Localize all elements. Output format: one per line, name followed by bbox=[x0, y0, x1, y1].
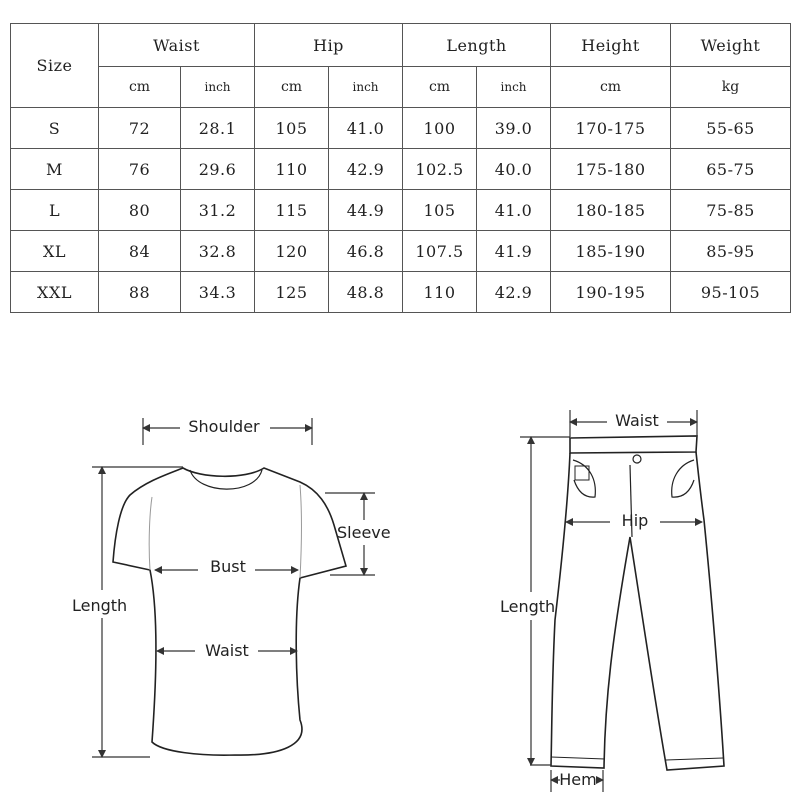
shirt-sleeve-label: Sleeve bbox=[337, 523, 391, 542]
table-cell: 95-105 bbox=[671, 272, 791, 313]
unit-cell: inch bbox=[477, 67, 551, 108]
pants-outline bbox=[551, 452, 724, 770]
unit-cell: cm bbox=[403, 67, 477, 108]
table-cell: 102.5 bbox=[403, 149, 477, 190]
table-cell: 29.6 bbox=[181, 149, 255, 190]
pants-waist-label: Waist bbox=[615, 411, 659, 430]
size-header: Size bbox=[11, 24, 99, 108]
unit-cell: inch bbox=[181, 67, 255, 108]
table-cell: 125 bbox=[255, 272, 329, 313]
length-header: Length bbox=[403, 24, 551, 67]
waist-header: Waist bbox=[99, 24, 255, 67]
pants-button bbox=[633, 455, 641, 463]
table-cell: 41.0 bbox=[329, 108, 403, 149]
shirt-shoulder-label: Shoulder bbox=[188, 417, 260, 436]
table-cell: 42.9 bbox=[329, 149, 403, 190]
table-cell: 85-95 bbox=[671, 231, 791, 272]
pants-waistband bbox=[570, 436, 697, 453]
size-cell: XXL bbox=[11, 272, 99, 313]
unit-cell: cm bbox=[551, 67, 671, 108]
shirt-length-label: Length bbox=[72, 596, 128, 615]
table-cell: 41.0 bbox=[477, 190, 551, 231]
unit-cell: cm bbox=[255, 67, 329, 108]
table-cell: 42.9 bbox=[477, 272, 551, 313]
table-cell: 185-190 bbox=[551, 231, 671, 272]
table-cell: 44.9 bbox=[329, 190, 403, 231]
table-cell: 48.8 bbox=[329, 272, 403, 313]
unit-cell: kg bbox=[671, 67, 791, 108]
table-cell: 100 bbox=[403, 108, 477, 149]
table-cell: 32.8 bbox=[181, 231, 255, 272]
table-cell: 88 bbox=[99, 272, 181, 313]
pants-hem-label: Hem bbox=[559, 770, 597, 789]
table-cell: 80 bbox=[99, 190, 181, 231]
table-cell: 110 bbox=[403, 272, 477, 313]
shirt-bust-label: Bust bbox=[210, 557, 246, 576]
table-cell: 76 bbox=[99, 149, 181, 190]
tshirt-diagram bbox=[113, 468, 346, 755]
table-cell: 31.2 bbox=[181, 190, 255, 231]
table-cell: 115 bbox=[255, 190, 329, 231]
size-cell: L bbox=[11, 190, 99, 231]
pants-diagram bbox=[551, 436, 724, 770]
unit-cell: cm bbox=[99, 67, 181, 108]
table-cell: 175-180 bbox=[551, 149, 671, 190]
table-cell: 40.0 bbox=[477, 149, 551, 190]
table-cell: 39.0 bbox=[477, 108, 551, 149]
table-cell: 55-65 bbox=[671, 108, 791, 149]
height-header: Height bbox=[551, 24, 671, 67]
table-cell: 28.1 bbox=[181, 108, 255, 149]
table-cell: 65-75 bbox=[671, 149, 791, 190]
table-cell: 41.9 bbox=[477, 231, 551, 272]
weight-header: Weight bbox=[671, 24, 791, 67]
table-cell: 105 bbox=[403, 190, 477, 231]
table-cell: 107.5 bbox=[403, 231, 477, 272]
table-cell: 105 bbox=[255, 108, 329, 149]
table-cell: 190-195 bbox=[551, 272, 671, 313]
table-cell: 84 bbox=[99, 231, 181, 272]
table-cell: 110 bbox=[255, 149, 329, 190]
table-cell: 72 bbox=[99, 108, 181, 149]
hip-header: Hip bbox=[255, 24, 403, 67]
shirt-waist-label: Waist bbox=[205, 641, 249, 660]
table-cell: 120 bbox=[255, 231, 329, 272]
table-cell: 170-175 bbox=[551, 108, 671, 149]
size-cell: XL bbox=[11, 231, 99, 272]
pants-pocket-right bbox=[672, 460, 694, 497]
unit-cell: inch bbox=[329, 67, 403, 108]
size-cell: M bbox=[11, 149, 99, 190]
table-cell: 34.3 bbox=[181, 272, 255, 313]
table-cell: 75-85 bbox=[671, 190, 791, 231]
table-cell: 46.8 bbox=[329, 231, 403, 272]
pants-hip-label: Hip bbox=[621, 511, 649, 530]
table-cell: 180-185 bbox=[551, 190, 671, 231]
tshirt-outline bbox=[113, 468, 346, 755]
size-cell: S bbox=[11, 108, 99, 149]
pants-length-label: Length bbox=[500, 597, 556, 616]
